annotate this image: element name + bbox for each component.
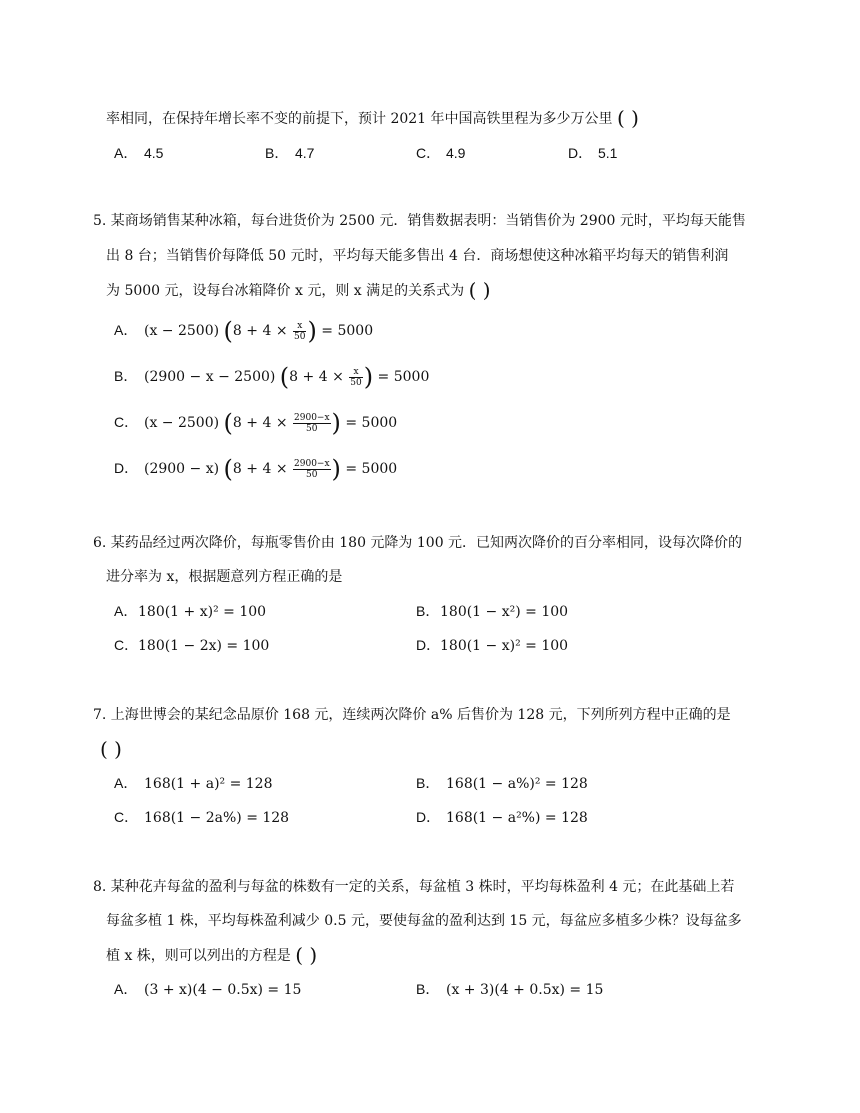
option-formula-part: = 5000 <box>345 461 398 477</box>
answer-paren: ( ) <box>100 737 122 761</box>
q8-stem-text: 植 x 株，则可以列出的方程是 <box>106 948 291 964</box>
option-label: B． <box>416 603 440 619</box>
fraction <box>349 367 362 388</box>
right-paren: ) <box>363 363 374 391</box>
option-label: A． <box>114 145 138 161</box>
option-value: 4.5 <box>144 145 164 161</box>
option-label: A． <box>114 322 138 338</box>
numerator: 2900−x <box>294 412 330 423</box>
option-formula-part: 8 + 4 × <box>289 369 344 385</box>
option-label: D． <box>416 637 441 653</box>
option-value: 5.1 <box>598 145 618 161</box>
fraction <box>293 413 331 434</box>
option-value: 168(1 + a)² = 128 <box>144 776 273 792</box>
q6-stem-line2: 进分率为 x，根据题意列方程正确的是 <box>106 569 343 585</box>
option-value: 4.9 <box>446 145 466 161</box>
option-formula-part: 8 + 4 × <box>232 415 288 431</box>
option-value: 180(1 − 2x) = 100 <box>138 638 270 654</box>
option-label: B． <box>416 981 440 997</box>
q5-option-d <box>114 455 398 483</box>
option-formula-part: (2900 − x) <box>144 461 220 477</box>
option-formula-part: 8 + 4 × <box>232 323 288 339</box>
q5-stem-line2: 出 8 台；当销售价每降低 50 元时，平均每天能多售出 4 台．商场想使这种冰箱平均每天的销售利润 <box>106 248 729 264</box>
q8-option-a <box>114 979 301 1000</box>
option-label: A． <box>114 775 138 791</box>
option-label: C． <box>416 145 441 161</box>
fraction <box>293 321 306 342</box>
option-label: B． <box>416 775 440 791</box>
q8-stem-line1: 8. 某种花卉每盆的盈利与每盆的株数有一定的关系，每盆植 3 株时，平均每株盈利 4 元；在此基础上若 <box>93 879 735 895</box>
denominator: 50 <box>350 377 362 388</box>
option-label: D． <box>416 809 441 825</box>
q6-stem-line1: 6. 某药品经过两次降价，每瓶零售价由 180 元降为 100 元．已知两次降价的百分率相同，设每次降价的 <box>93 535 743 551</box>
q8-stem-line3 <box>106 945 317 966</box>
option-value: 4.7 <box>295 145 315 161</box>
denominator: 50 <box>294 331 306 342</box>
option-formula-part: = 5000 <box>377 369 430 385</box>
right-paren: ) <box>331 455 341 483</box>
option-value: 168(1 − a%)² = 128 <box>446 776 588 792</box>
right-paren: ) <box>331 409 341 437</box>
numerator: x <box>293 321 306 332</box>
option-label: D． <box>568 145 593 161</box>
option-formula-part: (2900 − x − 2500) <box>144 369 276 385</box>
q6-option-d <box>416 635 568 656</box>
numerator: 2900−x <box>294 458 330 469</box>
q8-stem-line2: 每盆多植 1 株，平均每株盈利减少 0.5 元，要使每盆的盈利达到 15 元，每盆应多植多少株？设每盆多 <box>106 913 742 929</box>
denominator: 50 <box>306 423 318 434</box>
option-label: A． <box>114 981 138 997</box>
q4-stem-text: 率相同，在保持年增长率不变的前提下，预计 2021 年中国高铁里程为多少万公里 <box>106 111 613 127</box>
q5-stem-line1: 5. 某商场销售某种冰箱，每台进货价为 2500 元．销售数据表明：当销售价为 2900 元时，平均每天能售 <box>93 213 746 229</box>
option-value: 168(1 − 2a%) = 128 <box>144 810 290 826</box>
q8-option-b <box>416 979 603 1000</box>
option-value: (3 + x)(4 − 0.5x) = 15 <box>144 982 302 998</box>
left-paren: ( <box>223 455 233 483</box>
q4-option-d <box>568 143 617 164</box>
option-label: B． <box>265 145 289 161</box>
q4-option-c <box>416 143 465 164</box>
q5-option-b <box>114 363 430 391</box>
option-value: (x + 3)(4 + 0.5x) = 15 <box>446 982 604 998</box>
q7-option-c <box>114 807 289 828</box>
q7-option-d <box>416 807 588 828</box>
option-formula-part: (x − 2500) <box>144 415 220 431</box>
left-paren: ( <box>279 363 290 391</box>
q5-stem-text: 为 5000 元，设每台冰箱降价 x 元，则 x 满足的关系式为 <box>106 283 465 299</box>
option-value: 168(1 − a²%) = 128 <box>446 810 588 826</box>
q7-stem-line1: 7. 上海世博会的某纪念品原价 168 元，连续两次降价 a% 后售价为 128 元，下列所列方程中正确的是 <box>93 707 731 723</box>
option-label: C． <box>114 637 139 653</box>
right-paren: ) <box>307 317 317 345</box>
option-label: B． <box>114 368 138 384</box>
q4-option-b <box>265 143 314 164</box>
option-label: A． <box>114 603 138 619</box>
q6-option-a <box>114 601 266 622</box>
option-formula-part: (x − 2500) <box>144 323 220 339</box>
fraction <box>293 459 331 480</box>
option-value: 180(1 + x)² = 100 <box>138 604 267 620</box>
q7-option-b <box>416 773 588 794</box>
option-label: D． <box>114 460 139 476</box>
q5-option-c <box>114 409 398 437</box>
q7-answer-blank <box>100 739 122 760</box>
q8-answer-blank: ( ) <box>295 943 318 967</box>
option-formula-part: 8 + 4 × <box>232 461 288 477</box>
q4-answer-blank: ( ) <box>616 106 639 130</box>
left-paren: ( <box>223 409 233 437</box>
q5-stem-line3 <box>106 280 491 301</box>
left-paren: ( <box>223 317 233 345</box>
numerator: x <box>349 367 362 378</box>
q6-option-b <box>416 601 568 622</box>
q5-option-a <box>114 317 374 345</box>
q7-option-a <box>114 773 273 794</box>
option-label: C． <box>114 414 139 430</box>
q6-option-c <box>114 635 269 656</box>
q4-option-a <box>114 143 163 164</box>
option-label: C． <box>114 809 139 825</box>
q5-answer-blank: ( ) <box>468 278 491 302</box>
option-value: 180(1 − x)² = 100 <box>440 638 569 654</box>
option-formula-part: = 5000 <box>345 415 398 431</box>
q4-stem-tail <box>106 108 639 129</box>
option-formula-part: = 5000 <box>321 323 374 339</box>
option-value: 180(1 − x²) = 100 <box>440 604 569 620</box>
denominator: 50 <box>306 469 318 480</box>
